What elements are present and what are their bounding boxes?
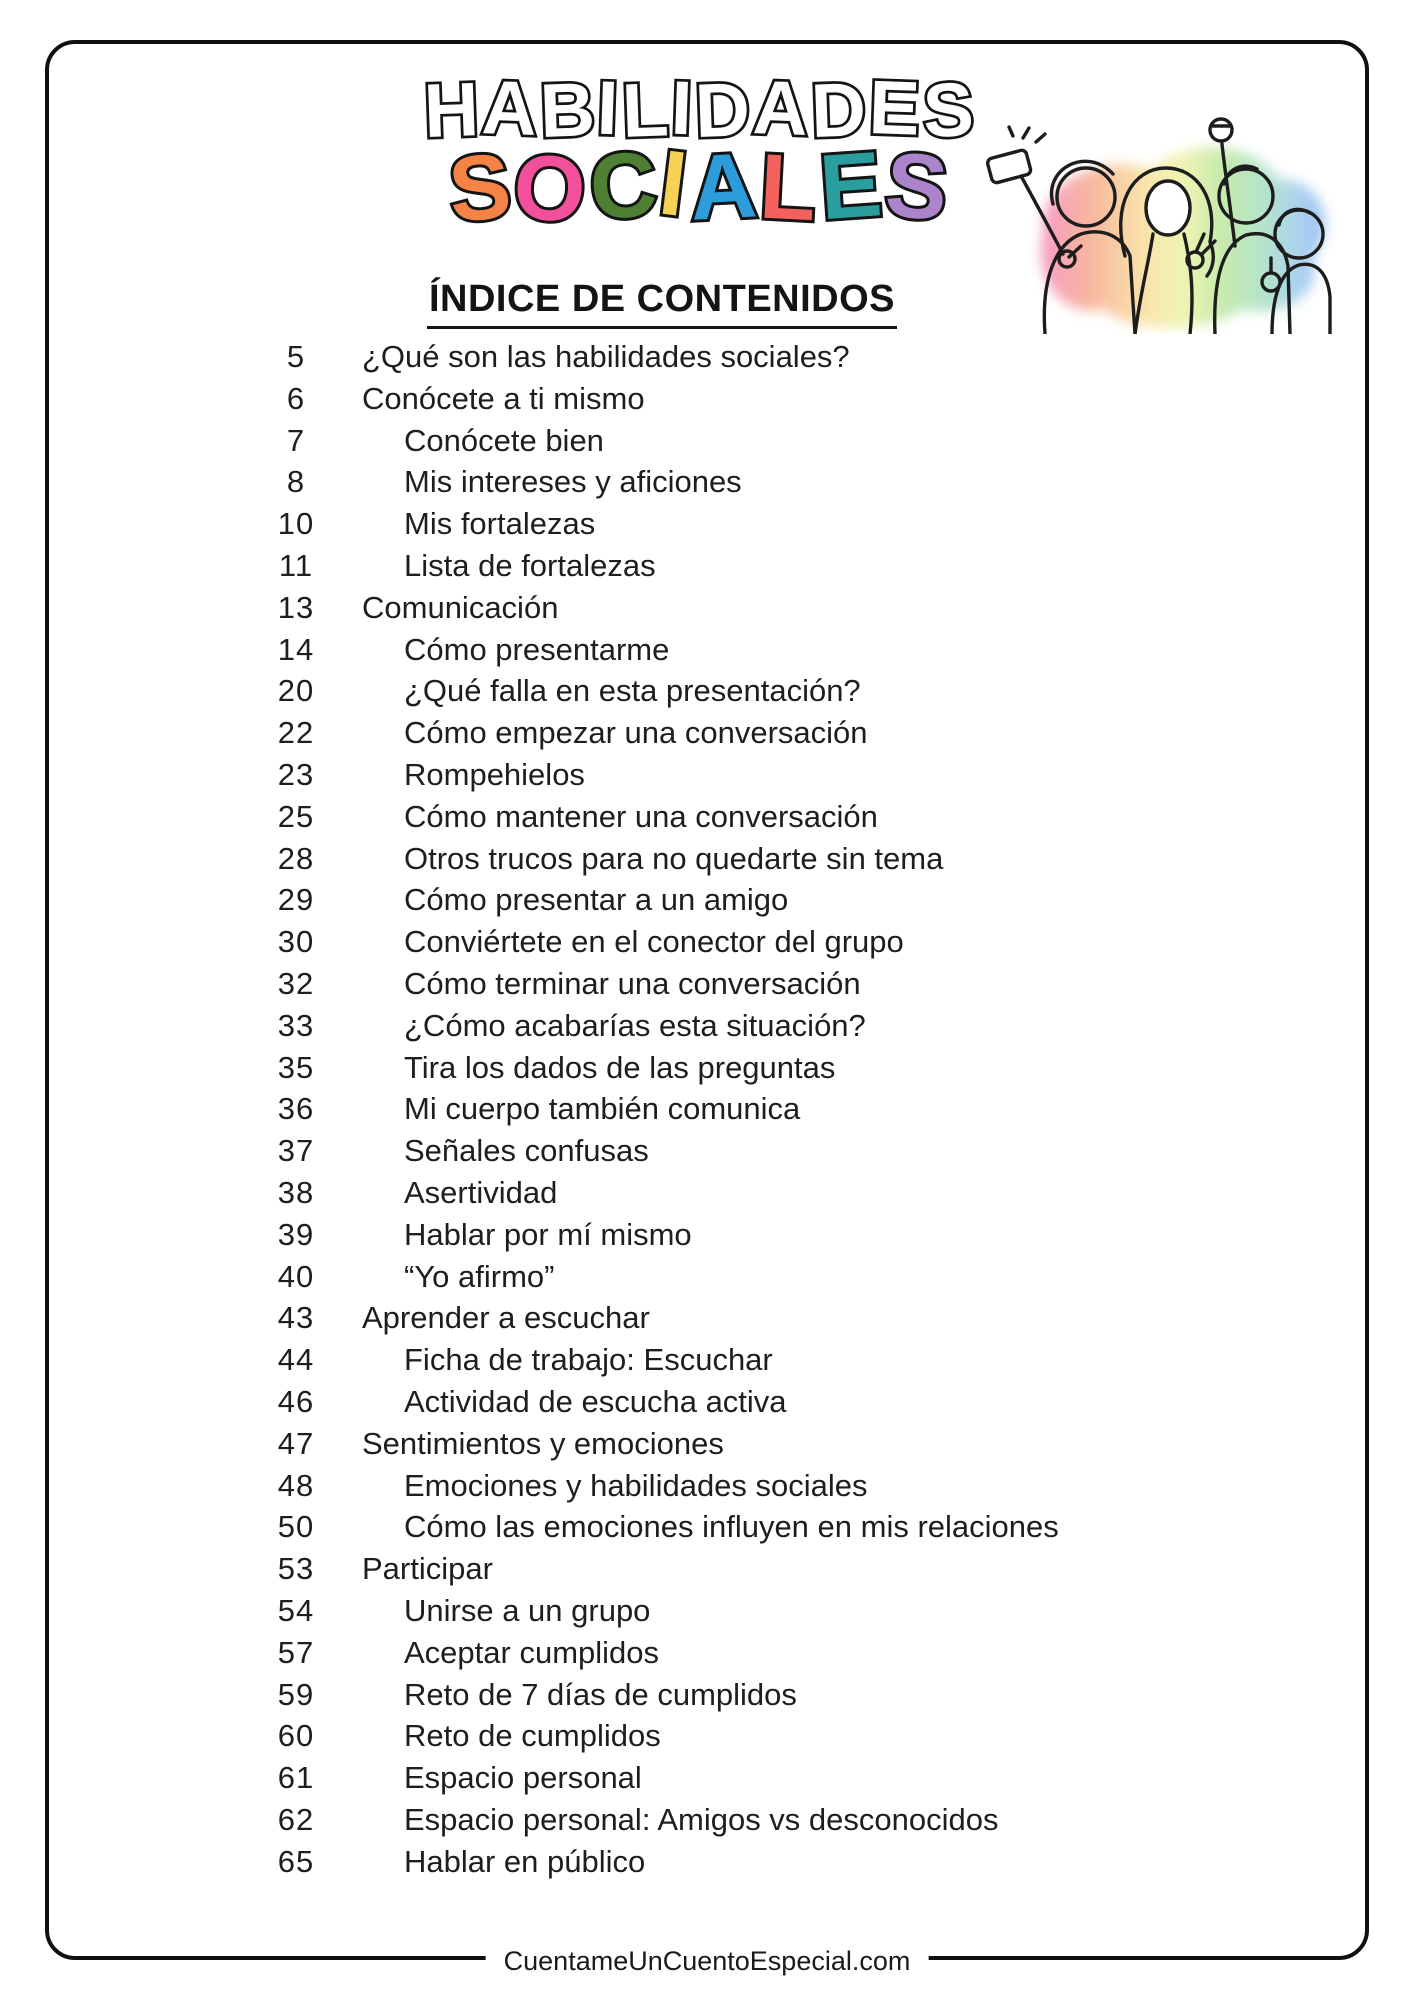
toc-entry-title: Espacio personal [404, 1760, 642, 1796]
toc-entry-title: Reto de 7 días de cumplidos [404, 1676, 797, 1712]
toc-entry-title: Cómo empezar una conversación [404, 715, 868, 751]
toc-page-number: 5 [286, 339, 306, 374]
toc-entry-title: Mis intereses y aficiones [404, 464, 742, 500]
bubble-letter: D [693, 67, 755, 154]
toc-entry-title: Cómo presentarme [404, 631, 670, 667]
toc-page-number: 11 [278, 547, 314, 583]
toc-row [160, 1423, 1250, 1465]
bubble-letter: O [510, 135, 594, 243]
toc-page-number: 53 [277, 1551, 315, 1587]
toc-page-number: 32 [277, 965, 315, 1001]
bubble-letter: E [867, 65, 925, 152]
toc-row [160, 503, 1250, 545]
toc-page-number: 65 [277, 1843, 315, 1879]
toc-entry-title: Mi cuerpo también comunica [404, 1091, 801, 1127]
bubble-letter: D [809, 67, 871, 154]
toc-page-number: 10 [277, 506, 315, 542]
bubble-letter: A [687, 134, 763, 240]
toc-entry-title: Señales confusas [404, 1133, 649, 1169]
toc-entry-title: Asertividad [404, 1174, 558, 1210]
toc-page-number: 39 [277, 1216, 315, 1252]
toc-row [160, 1172, 1250, 1214]
phone-icon [987, 149, 1032, 184]
toc-page-number: 60 [277, 1718, 315, 1754]
toc-page-number: 46 [277, 1383, 315, 1419]
toc-entry-title: Rompehielos [404, 756, 585, 792]
toc-page-number: 13 [277, 589, 315, 625]
toc-row [160, 1506, 1250, 1548]
toc-row [160, 963, 1250, 1005]
toc-page-number: 35 [277, 1049, 315, 1085]
toc-row [160, 1590, 1250, 1632]
toc-page-number: 37 [277, 1133, 315, 1169]
toc-entry-title: Unirse a un grupo [404, 1592, 651, 1628]
bubble-letter: S [921, 67, 978, 154]
toc-page-number: 7 [286, 422, 306, 458]
bubble-letter: I [654, 131, 697, 237]
bubble-letter: S [444, 134, 519, 242]
toc-entry-title: Hablar en público [404, 1843, 646, 1879]
toc-row [160, 1256, 1250, 1298]
toc-entry-title: Conviértete en el conector del grupo [404, 924, 904, 960]
toc-entry-title: Actividad de escucha activa [404, 1383, 787, 1419]
toc-page-number: 28 [277, 840, 315, 876]
toc-page-number: 30 [277, 924, 315, 960]
bubble-letter: E [816, 132, 890, 240]
toc-page-number: 36 [277, 1091, 315, 1127]
bubble-letter: I [669, 65, 697, 152]
toc-entry-title: ¿Qué son las habilidades sociales? [362, 339, 850, 374]
toc-page-number: 29 [277, 882, 315, 918]
toc-page-number: 38 [277, 1174, 315, 1210]
toc-page-number: 62 [277, 1801, 315, 1837]
toc-page-number: 22 [277, 715, 315, 751]
toc-row [160, 670, 1250, 712]
bubble-letter: C [586, 132, 664, 240]
toc-page-number: 40 [277, 1258, 315, 1294]
toc-row [160, 1297, 1250, 1339]
toc-row [160, 796, 1250, 838]
bubble-letter: L [620, 67, 673, 154]
toc-page-number: 59 [277, 1676, 315, 1712]
toc-row [160, 1465, 1250, 1507]
toc-entry-title: Conócete a ti mismo [362, 380, 645, 416]
toc-entry-title: Cómo mantener una conversación [404, 798, 878, 834]
toc-row [160, 420, 1250, 462]
toc-page-number: 23 [277, 756, 315, 792]
toc-row [160, 1214, 1250, 1256]
bubble-letter: S [881, 133, 956, 241]
bubble-letter: I [596, 65, 624, 152]
toc-row [160, 1005, 1250, 1047]
toc-entry-title: Ficha de trabajo: Escuchar [404, 1342, 773, 1378]
bubble-letter: A [751, 65, 813, 152]
toc-entry-title: Cómo presentar a un amigo [404, 882, 789, 918]
toc-entry-title: Conócete bien [404, 422, 604, 458]
toc-entry-title: Aprender a escuchar [362, 1300, 650, 1336]
toc-page-number: 20 [277, 673, 315, 709]
toc-row [160, 1841, 1250, 1883]
toc-page-number: 50 [277, 1509, 315, 1545]
toc-page-number: 57 [277, 1634, 315, 1670]
toc-entry-title: ¿Cómo acabarías esta situación? [404, 1007, 866, 1043]
index-heading: ÍNDICE DE CONTENIDOS [427, 278, 897, 329]
toc-entry-title: Emociones y habilidades sociales [404, 1467, 868, 1503]
toc-entry-title: ¿Qué falla en esta presentación? [404, 673, 861, 709]
bubble-letter: H [422, 67, 484, 154]
toc-row [160, 545, 1250, 587]
toc-page-number: 47 [277, 1425, 315, 1461]
toc-entry-title: Tira los dados de las preguntas [404, 1049, 836, 1085]
toc-row [160, 1548, 1250, 1590]
toc-entry-title: Lista de fortalezas [404, 547, 656, 583]
toc-row [160, 1047, 1250, 1089]
toc-row [160, 879, 1250, 921]
toc-row [160, 1632, 1250, 1674]
toc-entry-title: Sentimientos y emociones [362, 1425, 724, 1461]
toc-entry-title: Cómo terminar una conversación [404, 965, 861, 1001]
toc-page-number: 33 [277, 1007, 315, 1043]
toc-entry-title: Aceptar cumplidos [404, 1634, 660, 1670]
toc-row [160, 1088, 1250, 1130]
toc-page-number: 8 [286, 464, 306, 500]
toc-entry-title: Reto de cumplidos [404, 1718, 661, 1754]
toc-row [160, 1674, 1250, 1716]
toc-entry-title: Cómo las emociones influyen en mis relaciones [404, 1509, 1059, 1545]
toc-row [160, 1799, 1250, 1841]
toc-page-number: 54 [277, 1592, 315, 1628]
toc-page-number: 44 [277, 1342, 315, 1378]
toc-row [160, 838, 1250, 880]
toc-page-number: 25 [277, 798, 315, 834]
toc-row [160, 629, 1250, 671]
toc-row [160, 378, 1250, 420]
toc-entry-title: Mis fortalezas [404, 506, 596, 542]
toc-row [160, 587, 1250, 629]
toc-row [160, 754, 1250, 796]
toc-entry-title: Participar [362, 1551, 493, 1587]
toc-row [160, 1130, 1250, 1172]
toc-row [160, 336, 1250, 378]
toc-list [160, 336, 1250, 1882]
toc-page-number: 14 [277, 631, 315, 667]
toc-row [160, 1757, 1250, 1799]
toc-row [160, 1715, 1250, 1757]
toc-row [160, 461, 1250, 503]
index-heading-wrap [0, 278, 1324, 329]
toc-page-number: 43 [277, 1300, 315, 1336]
footer-website: CuentameUnCuentoEspecial.com [486, 1942, 929, 1980]
bubble-letter: A [480, 65, 542, 152]
toc-page-number: 6 [286, 380, 306, 416]
toc-page-number: 61 [277, 1760, 315, 1796]
toc-row [160, 1339, 1250, 1381]
toc-entry-title: “Yo afirmo” [404, 1258, 555, 1294]
toc-entry-title: Comunicación [362, 589, 559, 625]
toc-entry-title: Espacio personal: Amigos vs desconocidos [404, 1801, 999, 1837]
bubble-letter: B [538, 67, 599, 154]
toc-page-number: 48 [277, 1467, 315, 1503]
toc-row [160, 1381, 1250, 1423]
toc-entry-title: Hablar por mí mismo [404, 1216, 692, 1252]
toc-row [160, 921, 1250, 963]
toc-row [160, 712, 1250, 754]
toc-entry-title: Otros trucos para no quedarte sin tema [404, 840, 944, 876]
bubble-letter: L [757, 135, 823, 241]
